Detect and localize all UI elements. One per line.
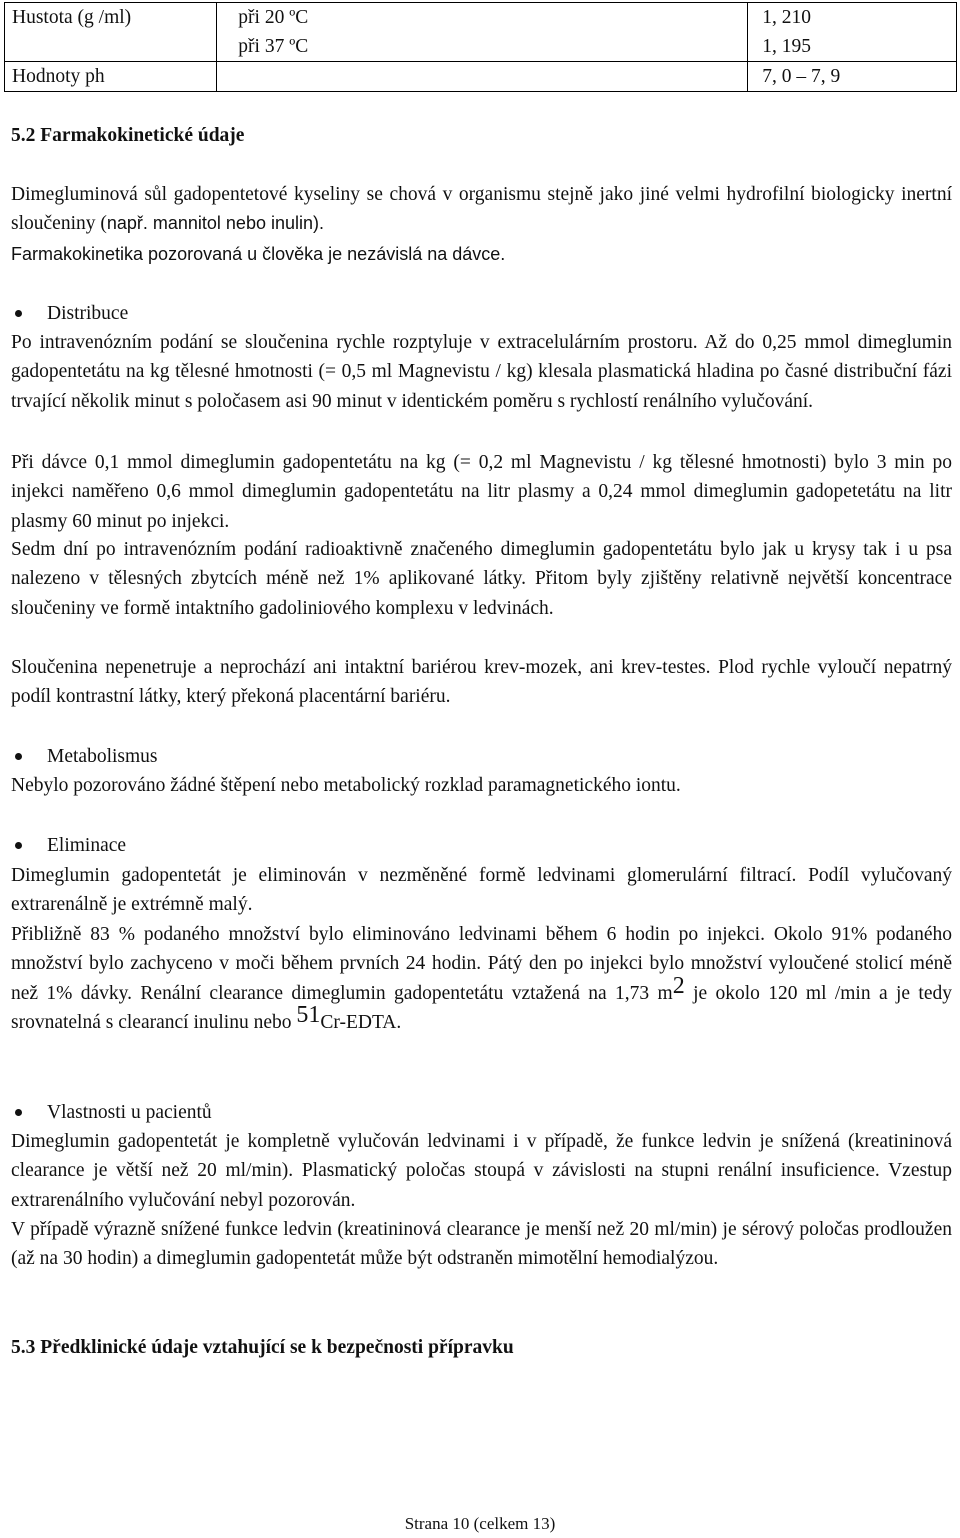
- density-value-37: 1, 195: [762, 36, 812, 57]
- distribuce-paragraph-1: Po intravenózním podání se sloučenina rychle rozptyluje v extracelulárním prostoru. Až do 0,25 mmol dimeglumin gadopentetátu na kg tělesné hmotnosti (= 0,5 ml Magnevistu / kg) klesala plasmatická hladina po časné distribuční fázi trvající několik minut s poločasem asi 90 minut v identickém poměru s rychlostí renálního vylučování.: [11, 332, 952, 412]
- bullet-distribuce: [11, 299, 952, 328]
- intro-dose-independence: Farmakokinetika pozorovaná u člověka je nezávislá na dávce.: [11, 244, 506, 264]
- section-heading-5-2: 5.2 Farmakokinetické údaje: [11, 125, 245, 146]
- section-heading-5-3: 5.3 Předklinické údaje vztahující se k bezpečnosti přípravku: [11, 1337, 514, 1358]
- intro-paragraph: [11, 180, 952, 239]
- distribuce-title: Distribuce: [47, 303, 129, 324]
- isotope-superscript: 51: [296, 1001, 321, 1028]
- bullet-metabolismus: [11, 742, 952, 771]
- eliminace-text-a: Přibližně 83 % podaného množství bylo eliminováno ledvinami během 6 hodin po injekci. Okolo 91% podaného množství bylo zachyceno v moči během prvních 24 hodin. Pátý den po injekci bylo množství vyloučené stolicí méně než 1% dávky. Renální clearance dimeglumin gadopentetátu vztažená na 1,73 m: [11, 924, 952, 1004]
- properties-table: [4, 2, 957, 92]
- metabolismus-title: Metabolismus: [47, 746, 158, 767]
- ph-label: Hodnoty ph: [5, 62, 217, 92]
- vlastnosti-title: Vlastnosti u pacientů: [47, 1102, 212, 1123]
- eliminace-paragraph-2: [11, 920, 952, 1037]
- eliminace-paragraph-1: Dimeglumin gadopentetát je eliminován v nezměněné formě ledvinami glomerulární filtrací. Podíl vylučovaný extrarenálně je extrémně malý.: [11, 865, 952, 916]
- table-row: [5, 62, 957, 92]
- distribuce-paragraph-3: Sedm dní po intravenózním podání radioaktivně značeného dimeglumin gadopentetátu bylo jak u krysy tak i u psa nalezeno v tělesných zbytcích méně než 1% aplikované látky. Přitom byly zjištěny relativně největší koncentrace sloučeniny ve formě intaktního gadoliniového komplexu v ledvinách.: [11, 539, 952, 619]
- eliminace-text-b: je okolo 120 ml /min a je tedy srovnatelná s clearancí inulinu nebo: [11, 982, 952, 1033]
- bullet-icon: [15, 310, 22, 317]
- squared-superscript: 2: [672, 972, 685, 999]
- ph-value: 7, 0 – 7, 9: [748, 62, 957, 92]
- eliminace-title: Eliminace: [47, 835, 127, 856]
- bullet-icon: [15, 1109, 22, 1116]
- density-value-20: 1, 210: [762, 7, 812, 28]
- distribuce-paragraph-4: Sloučenina nepenetruje a neprochází ani intaktní bariérou krev-mozek, ani krev-testes. Plod rychle vyloučí nepatrný podíl kontrastní látky, který překoná placentární bariéru.: [11, 657, 952, 708]
- condition-37: při 37 ºC: [238, 36, 309, 57]
- bullet-icon: [15, 753, 22, 760]
- intro-text-example: např. mannitol nebo inulin).: [106, 213, 324, 234]
- density-label: Hustota (g /ml): [5, 3, 217, 62]
- distribuce-paragraph-2: Při dávce 0,1 mmol dimeglumin gadopentetátu na kg (= 0,2 ml Magnevistu / kg tělesné hmotnosti) bylo 3 min po injekci naměřeno 0,6 mmol dimeglumin gadopentetátu na litr plasmy a 0,24 mmol dimeglumin gadopetetátu na litr plasmy 60 minut po injekci.: [11, 452, 952, 532]
- ph-conditions: [217, 62, 748, 92]
- eliminace-text-c: Cr-EDTA.: [320, 1011, 402, 1033]
- bullet-eliminace: [11, 831, 952, 860]
- bullet-vlastnosti: [11, 1098, 952, 1127]
- metabolismus-paragraph-1: Nebylo pozorováno žádné štěpení nebo metabolický rozklad paramagnetického iontu.: [11, 775, 681, 796]
- intro-text: Dimegluminová sůl gadopentetové kyseliny se chová v organismu stejně jako jiné velmi hydrofilní biologicky inertní sloučeniny (: [11, 184, 952, 235]
- vlastnosti-paragraph-1: Dimeglumin gadopentetát je kompletně vylučován ledvinami i v případě, že funkce ledvin je snížená (kreatininová clearance je větší než 20 ml/min). Plasmatický poločas stoupá v závislosti na stupni renální insuficience. Vzestup extrarenálního vylučování nebyl pozorován.: [11, 1131, 952, 1211]
- density-conditions: [217, 3, 748, 62]
- bullet-icon: [15, 842, 22, 849]
- density-values: [748, 3, 957, 62]
- table-row: [5, 3, 957, 62]
- condition-20: při 20 ºC: [238, 7, 309, 28]
- page-footer: Strana 10 (celkem 13): [404, 1514, 556, 1533]
- vlastnosti-paragraph-2: V případě výrazně snížené funkce ledvin (kreatininová clearance je menší než 20 ml/min) je sérový poločas prodloužen (až na 30 hodin) a dimeglumin gadopentetát může být odstraněn mimotělní hemodialýzou.: [11, 1219, 952, 1270]
